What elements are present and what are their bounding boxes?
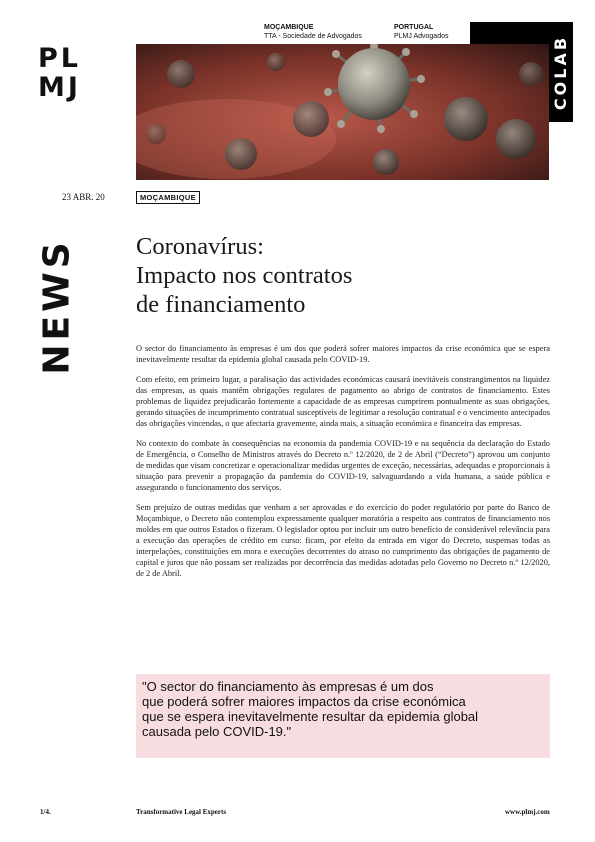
office-firm: PLMJ Advogados bbox=[394, 33, 449, 40]
article-body bbox=[136, 343, 550, 588]
section-text: NEWS bbox=[36, 237, 78, 375]
title-line-1: Coronavírus: bbox=[136, 233, 264, 260]
coronavirus-illustration bbox=[136, 44, 549, 180]
office-country: MOÇAMBIQUE bbox=[264, 24, 314, 31]
office-firm: TTA - Sociedade de Advogados bbox=[264, 33, 362, 40]
paragraph-2: Com efeito, em primeiro lugar, a paralisação das actividades económicas causará inevitáveis constrangimentos na liquidez das empresas, as quais mantêm obrigações regulares de pagamento ao abrigo de contratos de financiamento. Estes problemas de liquidez prejudicarão fortemente a capacidade de as empresas cumprirem pontualmente as suas obrigações, gerando situações de incumprimento contratual susceptíveis de legitimar a resolução contratual e o vencimento antecipados das obrigações vincendas, o que afectaria gravemente, ainda mais, a situação económica e financeira das empresas. bbox=[136, 375, 550, 428]
office-mozambique bbox=[264, 23, 362, 41]
paragraph-3: No contexto do combate às consequências na economia da pandemia COVID-19 e na sequência da declaração do Estado de Emergência, o Conselho de Ministros através do Decreto n.º 12/2020, de 2 de Abril (“Decreto”) aprovou um conjunto de medidas que visam concretizar e operacionalizar medidas urgentes de exceção, necessárias, adequadas e proporcionais à situação para prevenir a propagação da pandemia do COVID-19, salvaguardando a vida humana, a saúde pública e assegurando o funcionamento dos serviços. bbox=[136, 439, 550, 492]
paragraph-1: O sector do financiamento às empresas é um dos que poderá sofrer maiores impactos da crise económica que se espera inevitavelmente resultar da epidemia global causada pelo COVID-19. bbox=[136, 344, 550, 364]
pull-quote-text: "O sector do financiamento às empresas é um dos que poderá sofrer maiores impactos da crise económica que se espera inevitavelmente resultar da epidemia global causada pelo COVID-19." bbox=[142, 679, 479, 739]
country-tag: MOÇAMBIQUE bbox=[136, 191, 200, 204]
footer-tagline: Transformative Legal Experts bbox=[136, 808, 227, 816]
colab-text: COLAB bbox=[551, 34, 571, 110]
hero-image bbox=[136, 44, 549, 180]
footer-url[interactable]: www.plmj.com bbox=[505, 808, 550, 816]
paragraph-4: Sem prejuízo de outras medidas que venham a ser aprovadas e do exercício do poder regulatório por parte do Banco de Moçambique, o Decreto não contemplou expressamente qualquer moratória a respeito aos contratos de financiamento nos moldes em que outros Estados o fizeram. O legislador optou por incluir um outro benefício de considerável relevância para a execução das operações de crédito em curso: ficam, por efeito da entrada em vigor do Decreto, suspensas todas as interpelações, constituições em mora e execuções decorrentes do atraso no cumprimento das obrigações de pagamento de capital e juros que não possam ser realizadas por decorrência das medidas adotadas pelo Governo no Decreto n.º 12/2020, de 2 de Abril. bbox=[136, 503, 550, 578]
title-line-2: Impacto nos contratos bbox=[136, 262, 353, 289]
article-date: 23 ABR. 20 bbox=[62, 192, 105, 202]
office-portugal bbox=[394, 23, 448, 41]
office-country: PORTUGAL bbox=[394, 24, 434, 31]
colab-block bbox=[470, 22, 549, 44]
page-number: 1/4. bbox=[40, 808, 51, 816]
logo-line-1: PL bbox=[38, 43, 81, 74]
colab-label bbox=[549, 22, 573, 122]
title-line-3: de financiamento bbox=[136, 291, 306, 318]
section-label bbox=[36, 230, 78, 382]
logo-line-2: MJ bbox=[38, 72, 81, 103]
plmj-logo bbox=[38, 44, 98, 102]
article-title bbox=[136, 232, 536, 319]
